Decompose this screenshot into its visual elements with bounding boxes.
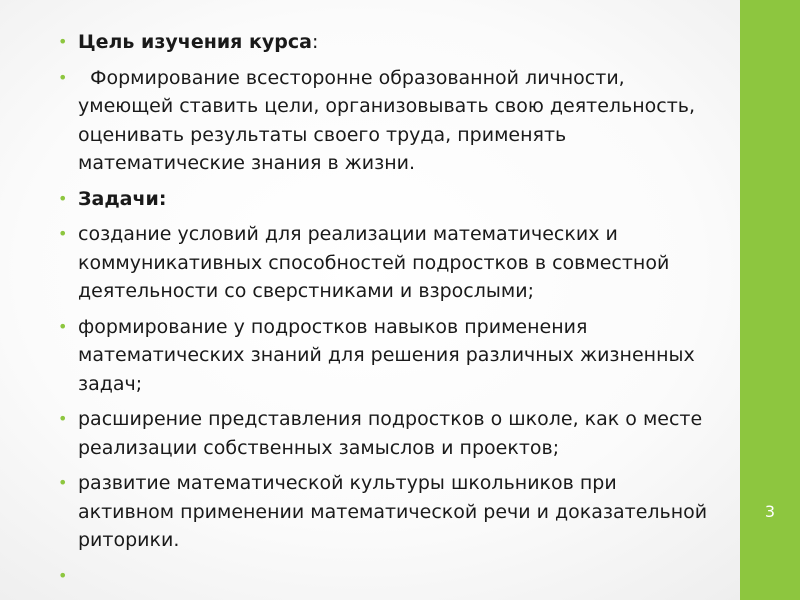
- task-text: развитие математической культуры школьников при активном применении математической речи и доказательной риторики.: [78, 472, 708, 551]
- bullet-task: [58, 469, 708, 555]
- bullet-dot-icon: •: [58, 32, 68, 51]
- bullet-dot-icon: •: [58, 188, 68, 208]
- goal-heading: Цель изучения курса: [78, 31, 312, 53]
- bullet-list: [58, 28, 708, 585]
- bullet-task: [58, 405, 708, 462]
- bullet-dot-icon: •: [58, 224, 68, 243]
- bullet-dot-icon: •: [58, 409, 68, 428]
- tasks-heading: Задачи:: [78, 187, 167, 210]
- task-text: формирование у подростков навыков применения математических знаний для решения различных жизненных задач;: [78, 315, 695, 395]
- bullet-dot-icon: •: [58, 316, 68, 336]
- page-number: 3: [764, 502, 776, 521]
- goal-heading-colon: :: [311, 31, 319, 53]
- bullet-dot-icon: •: [58, 473, 68, 492]
- task-text: создание условий для реализации математических и коммуникативных способностей подростков в совместной деятельности со сверстниками и взрослыми;: [78, 223, 670, 302]
- goal-text: Формирование всесторонне образованной личности, умеющей ставить цели, организовывать свою деятельность, оценивать результаты своего труда, применять математические знания в жизни.: [78, 66, 696, 174]
- bullet-task: [58, 220, 708, 306]
- bullet-dot-icon: •: [58, 67, 68, 87]
- bullet-goal-text: [58, 64, 708, 178]
- bullet-task: [58, 313, 708, 399]
- task-text: расширение представления подростков о школе, как о месте реализации собственных замыслов и проектов;: [78, 408, 703, 459]
- bullet-goal-heading: [58, 28, 708, 57]
- side-accent-bar: [740, 0, 800, 600]
- bullet-dot-icon: •: [58, 565, 68, 585]
- bullet-tasks-heading: [58, 185, 708, 214]
